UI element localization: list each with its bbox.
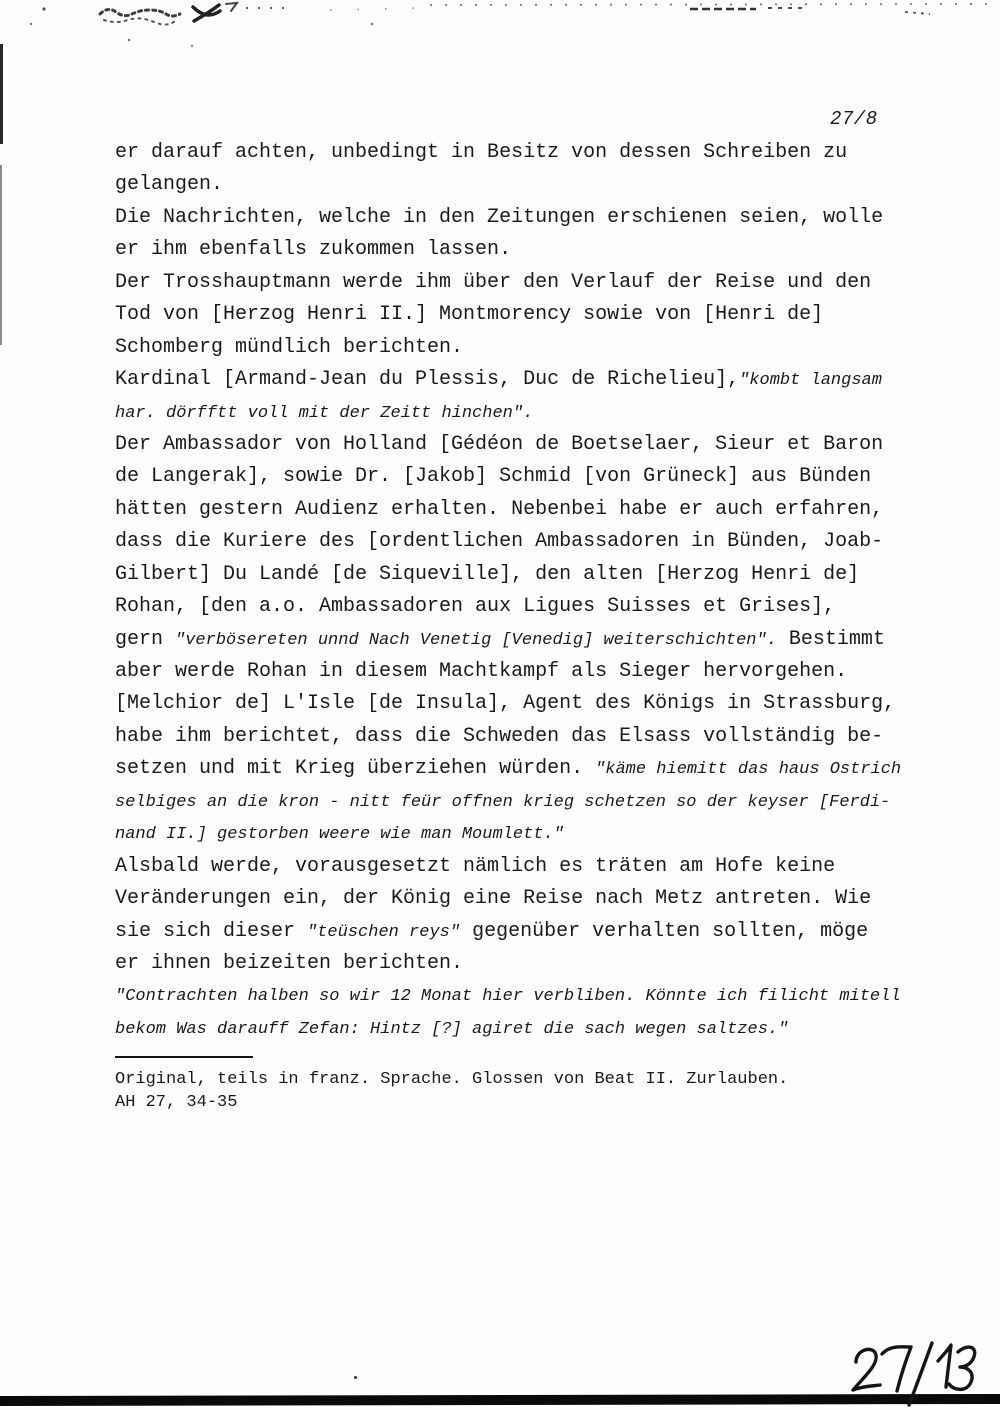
text-segment: [Melchior de] L'Isle [de Insula], Agent des Königs in Strassburg,	[115, 692, 896, 716]
text-line	[115, 202, 925, 234]
text-line	[115, 137, 925, 169]
text-segment: sie sich dieser	[115, 919, 308, 943]
text-line	[115, 559, 925, 591]
text-segment: selbiges an die kron - nitt feür offnen krieg schetzen so der keyser [Ferdi-	[115, 792, 891, 812]
scan-speck	[354, 1376, 357, 1379]
text-line	[115, 461, 925, 493]
body-text	[115, 137, 925, 1045]
text-line	[115, 397, 925, 429]
text-line	[115, 299, 925, 331]
scan-edge-artifact	[0, 44, 3, 144]
text-segment: nand II.] gestorben weere wie man Moumlett."	[115, 825, 564, 845]
text-segment: aber werde Rohan in diesem Machtkampf als Sieger hervorgehen.	[115, 660, 848, 683]
scan-edge-artifact	[0, 165, 2, 345]
text-line	[115, 721, 925, 753]
text-segment: hätten gestern Audienz erhalten. Nebenbei habe er auch erfahren,	[115, 497, 884, 521]
text-segment: er darauf achten, unbedingt in Besitz von dessen Schreiben zu	[115, 141, 848, 164]
text-segment: Der Ambassador von Holland [Gédéon de Boetselaer, Sieur et Baron	[115, 432, 884, 456]
text-line	[115, 526, 925, 558]
text-segment: "käme hiemitt das haus Ostrich	[595, 760, 902, 780]
text-segment: Tod von [Herzog Henri II.] Montmorency sowie von [Henri de]	[115, 303, 824, 327]
text-line	[115, 364, 925, 396]
text-segment: Gilbert] Du Landé [de Siqueville], den alten [Herzog Henri de]	[115, 562, 860, 586]
text-segment: Die Nachrichten, welche in den Zeitungen erschienen seien, wolle	[115, 205, 884, 229]
text-segment: de Langerak], sowie Dr. [Jakob] Schmid [von Grüneck] aus Bünden	[115, 465, 872, 489]
text-line	[115, 169, 925, 201]
text-segment: er ihm ebenfalls zukommen lassen.	[115, 238, 512, 262]
text-line	[115, 591, 925, 623]
text-line	[115, 624, 925, 656]
text-segment: setzen und mit Krieg überziehen würden.	[115, 757, 596, 781]
text-line	[115, 267, 925, 299]
text-line	[115, 786, 925, 818]
text-segment: Der Trosshauptmann werde ihm über den Verlauf der Reise und den	[115, 270, 872, 294]
text-segment: habe ihm berichtet, dass die Schweden das Elsass vollständig be-	[115, 724, 884, 748]
scan-noise-top	[0, 0, 1000, 48]
text-line	[115, 656, 925, 688]
text-line	[115, 688, 925, 720]
text-segment: bekom Was darauff Zefan: Hintz [?] agiret die sach wegen saltzes."	[115, 1019, 789, 1039]
text-line	[115, 916, 925, 948]
text-line	[115, 234, 925, 266]
footnote-divider	[115, 1056, 253, 1058]
text-segment: gelangen.	[115, 173, 224, 197]
text-segment: "teüschen reys"	[307, 922, 461, 942]
text-segment: har. dörfftt voll mit der Zeitt hinchen".	[115, 403, 534, 423]
text-segment: gern	[115, 627, 176, 651]
text-segment: Rohan, [den a.o. Ambassadoren aux Ligues Suisses et Grises],	[115, 595, 836, 619]
text-segment: "Contrachten halben so wir 12 Monat hier verbliben. Könnte ich filicht mitell	[115, 987, 901, 1007]
text-segment: Alsbald werde, vorausgesetzt nämlich es träten am Hofe keine	[115, 854, 836, 878]
text-line	[115, 429, 925, 461]
page-number: 27/8	[830, 108, 878, 130]
text-line	[115, 980, 925, 1012]
text-line	[115, 1013, 925, 1045]
text-line	[115, 883, 925, 915]
text-line	[115, 948, 925, 980]
text-segment: "kombt langsam	[739, 371, 882, 391]
text-segment: gegenüber verhalten sollten, möge	[460, 919, 869, 943]
text-segment: Veränderungen ein, der König eine Reise nach Metz antreten. Wie	[115, 887, 872, 911]
footnote-source: Original, teils in franz. Sprache. Glossen von Beat II. Zurlauben.	[115, 1070, 789, 1089]
text-line	[115, 494, 925, 526]
text-segment: Kardinal [Armand-Jean du Plessis, Duc de Richelieu],	[115, 368, 740, 392]
text-segment: "verbösereten unnd Nach Venetig [Venedig] weiterschichten".	[175, 630, 777, 650]
handwritten-page-mark	[840, 1334, 990, 1410]
text-segment: Schomberg mündlich berichten.	[115, 335, 464, 359]
text-line	[115, 753, 925, 785]
text-segment: Bestimmt	[776, 627, 885, 651]
text-segment: dass die Kuriere des [ordentlichen Ambassadoren in Bünden, Joab-	[115, 530, 884, 554]
text-line	[115, 818, 925, 850]
text-segment: er ihnen beizeiten berichten.	[115, 951, 464, 975]
footnote-archive-ref: AH 27, 34-35	[115, 1093, 238, 1112]
text-line	[115, 851, 925, 883]
text-line	[115, 332, 925, 364]
